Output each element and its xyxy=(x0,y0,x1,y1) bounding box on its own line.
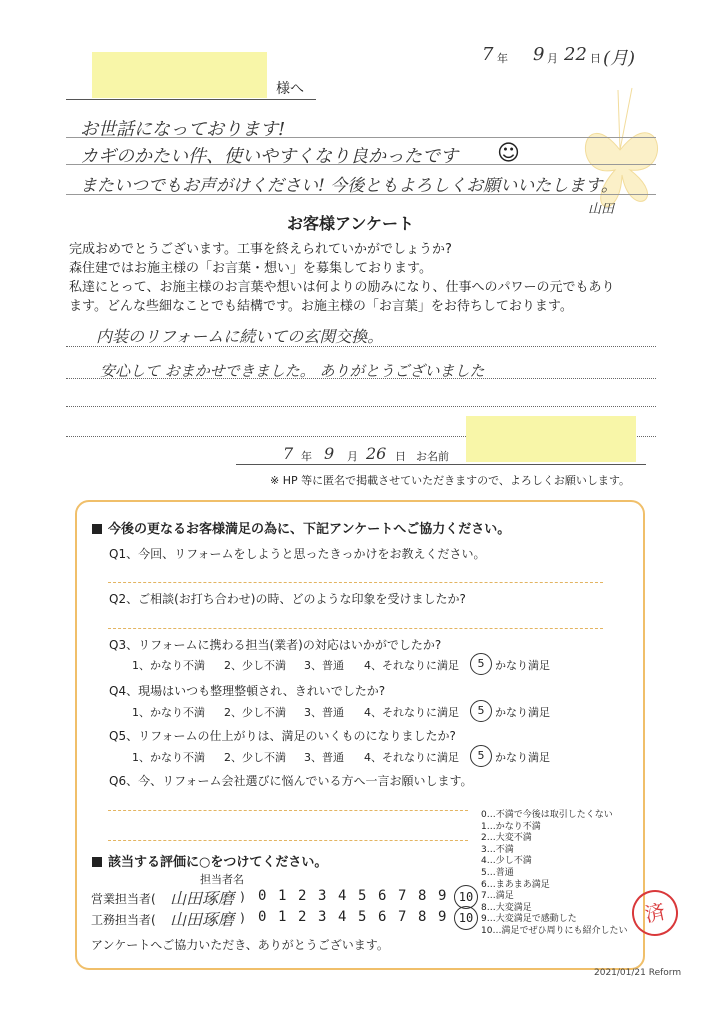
footer-version: 2021/01/21 Reform xyxy=(594,968,682,978)
works-name: 山田琢磨 xyxy=(170,910,235,929)
completion-stamp: 済 xyxy=(628,886,683,941)
date-month: 9 xyxy=(533,44,545,65)
works-label: 工務担当者( xyxy=(91,913,156,927)
question-1: Q1、今回、リフォームをしようと思ったきっかけをお教えください。 xyxy=(109,547,486,561)
signoff-month: 9 xyxy=(324,444,335,463)
legend-item: 5…普通 xyxy=(481,867,514,878)
legend-item: 6…まあまあ満足 xyxy=(481,879,550,890)
sales-name: 山田琢磨 xyxy=(170,889,235,908)
letter-line-3: またいつでもお声がけください! 今後ともよろしくお願いいたします。 xyxy=(80,176,618,196)
legend-item: 7…満足 xyxy=(481,891,514,902)
sales-label: 営業担当者( xyxy=(91,892,156,906)
q1-answer-line xyxy=(108,582,603,583)
rating-legend xyxy=(481,810,641,938)
question-3: Q3、リフォームに携わる担当(業者)の対応はいかがでしたか? xyxy=(109,638,442,652)
question-6: Q6、今、リフォーム会社選びに悩んでいる方へ一言お願いします。 xyxy=(109,774,473,788)
comment-line-2: 安心して おまかせできました。 ありがとうございました xyxy=(100,362,485,380)
survey-title: お客様アンケート xyxy=(287,214,415,233)
legend-item: 10…満足でぜひ周りにも紹介したい xyxy=(481,925,628,936)
legend-item: 9…大変満足で感動した xyxy=(481,914,577,925)
addressee-underline xyxy=(66,99,316,100)
q4-selected-5: 5 xyxy=(470,700,492,722)
date-year: 7 xyxy=(482,44,494,65)
survey-heading: 今後の更なるお客様満足の為に、下記アンケートへご協力ください。 xyxy=(92,518,510,537)
signoff-name-redaction xyxy=(466,416,636,462)
rating-heading: 該当する評価に○をつけてください。 xyxy=(92,851,327,870)
works-close-paren: ) xyxy=(240,911,245,925)
staff-name-label: 担当者名 xyxy=(200,873,244,886)
legend-item: 2…大変不満 xyxy=(481,833,532,844)
comment-line-1: 内装のリフォームに続いての玄関交換。 xyxy=(96,327,384,346)
addressee-suffix: 様へ xyxy=(276,81,304,97)
sales-digit-scale: 0 1 2 3 4 5 6 7 8 9 10 xyxy=(258,888,473,906)
letter-rule-1 xyxy=(66,137,656,138)
legend-item: 0…不満で今後は取引したくない xyxy=(481,810,613,820)
letter-line-1: お世話になっております! xyxy=(80,119,286,140)
question-5: Q5、リフォームの仕上がりは、満足のいくものになりましたか? xyxy=(109,729,456,743)
sales-close-paren: ) xyxy=(240,890,245,904)
letter-rule-3 xyxy=(66,194,656,195)
letter-line-2: カギのかたい件、使いやすくなり良かったです xyxy=(80,146,458,167)
legend-item: 4…少し不満 xyxy=(481,856,532,867)
signoff-day: 26 xyxy=(366,444,387,463)
square-bullet-icon xyxy=(92,857,102,867)
intro-line-4: ます。どんな些細なことでも結構です。お施主様の「お言葉」をお待ちしております。 xyxy=(69,299,573,314)
legend-item: 1…かなり不満 xyxy=(481,821,541,832)
date-month-unit: 月 xyxy=(547,52,558,65)
smiley-icon: ☺ xyxy=(497,141,520,166)
q3-selected-5: 5 xyxy=(470,653,492,675)
butterfly-watermark-icon xyxy=(560,60,680,230)
comment-rule-2 xyxy=(66,378,656,379)
letter-signature: 山田 xyxy=(588,202,615,217)
date-year-unit: 年 xyxy=(497,52,508,65)
q6-answer-line-2 xyxy=(108,840,468,841)
legend-item: 3…不満 xyxy=(481,844,514,855)
signoff-note: ※ HP 等に匿名で掲載させていただきますので、よろしくお願いします。 xyxy=(270,474,631,487)
addressee-redaction xyxy=(92,52,267,98)
intro-line-3: 私達にとって、お施主様のお言葉や想いは何よりの励みになり、仕事へのパワーの元でもあり xyxy=(69,280,615,295)
sales-selected-10: 10 xyxy=(454,885,478,909)
question-4: Q4、現場はいつも整理整頓され、きれいでしたか? xyxy=(109,684,386,698)
q5-selected-5: 5 xyxy=(470,745,492,767)
letter-rule-2 xyxy=(66,164,656,165)
signoff-underline xyxy=(236,464,646,465)
works-selected-10: 10 xyxy=(454,906,478,930)
q2-answer-line xyxy=(108,628,603,629)
comment-rule-1 xyxy=(66,346,656,347)
comment-rule-3 xyxy=(66,406,656,407)
square-bullet-icon xyxy=(92,524,102,534)
date-day: 22 xyxy=(564,44,587,65)
intro-line-1: 完成おめでとうございます。工事を終えられていかがでしょうか? xyxy=(69,242,452,257)
works-digit-scale: 0 1 2 3 4 5 6 7 8 9 10 xyxy=(258,909,473,927)
signoff-day-unit: 日 xyxy=(395,450,406,463)
signoff-year: 7 xyxy=(283,444,294,463)
intro-line-2: 森住建ではお施主様の「お言葉・想い」を募集しております。 xyxy=(69,261,432,276)
date-weekday: (月) xyxy=(603,48,636,69)
question-2: Q2、ご相談(お打ち合わせ)の時、どのような印象を受けましたか? xyxy=(109,592,466,606)
signoff-month-unit: 月 xyxy=(347,450,358,463)
legend-item: 8…大変満足 xyxy=(481,902,532,913)
q6-answer-line-1 xyxy=(108,810,468,811)
rating-thanks: アンケートへご協力いただき、ありがとうございます。 xyxy=(91,938,389,952)
signoff-year-unit: 年 xyxy=(301,450,312,463)
signoff-name-label: お名前 xyxy=(416,450,449,463)
date-day-unit: 日 xyxy=(590,52,601,65)
